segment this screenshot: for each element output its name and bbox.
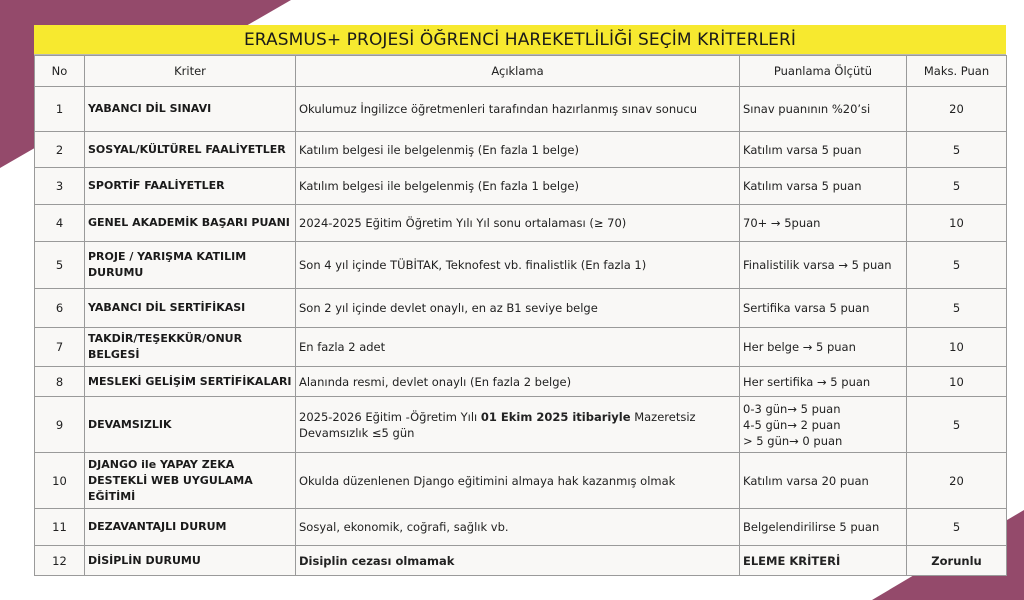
cell-maks: 20 xyxy=(907,87,1007,132)
cell-aciklama: Disiplin cezası olmamak xyxy=(296,546,740,576)
cell-kriter: YABANCI DİL SERTİFİKASI xyxy=(85,289,296,328)
puanlama-line: > 5 gün→ 0 puan xyxy=(743,433,843,448)
cell-aciklama: Okulumuz İngilizce öğretmenleri tarafından hazırlanmış sınav sonucu xyxy=(296,87,740,132)
cell-puanlama: Katılım varsa 5 puan xyxy=(740,132,907,168)
cell-maks: 10 xyxy=(907,328,1007,367)
cell-aciklama: Son 4 yıl içinde TÜBİTAK, Teknofest vb. finalistlik (En fazla 1) xyxy=(296,242,740,289)
cell-puanlama: ELEME KRİTERİ xyxy=(740,546,907,576)
cell-kriter: PROJE / YARIŞMA KATILIM DURUMU xyxy=(85,242,296,289)
aciklama-text: 2025-2026 Eğitim -Öğretim Yılı xyxy=(299,409,481,424)
cell-maks: Zorunlu xyxy=(907,546,1007,576)
criteria-sheet xyxy=(34,25,1006,576)
table-row xyxy=(35,546,1007,576)
cell-aciklama: Son 2 yıl içinde devlet onaylı, en az B1 seviye belge xyxy=(296,289,740,328)
header-aciklama: Açıklama xyxy=(296,56,740,87)
table-row xyxy=(35,87,1007,132)
cell-aciklama: Okulda düzenlenen Django eğitimini almaya hak kazanmış olmak xyxy=(296,453,740,509)
table-row xyxy=(35,289,1007,328)
cell-no: 9 xyxy=(35,397,85,453)
table-row xyxy=(35,168,1007,205)
cell-no: 10 xyxy=(35,453,85,509)
header-kriter: Kriter xyxy=(85,56,296,87)
cell-no: 11 xyxy=(35,509,85,546)
cell-kriter: DEZAVANTAJLI DURUM xyxy=(85,509,296,546)
cell-puanlama: Finalistilik varsa → 5 puan xyxy=(740,242,907,289)
cell-puanlama: Sertifika varsa 5 puan xyxy=(740,289,907,328)
cell-kriter: DEVAMSIZLIK xyxy=(85,397,296,453)
cell-no: 7 xyxy=(35,328,85,367)
cell-maks: 5 xyxy=(907,132,1007,168)
cell-kriter: SOSYAL/KÜLTÜREL FAALİYETLER xyxy=(85,132,296,168)
cell-aciklama: Katılım belgesi ile belgelenmiş (En fazla 1 belge) xyxy=(296,168,740,205)
cell-puanlama: Her sertifika → 5 puan xyxy=(740,367,907,397)
cell-aciklama: En fazla 2 adet xyxy=(296,328,740,367)
puanlama-line: 4-5 gün→ 2 puan xyxy=(743,417,841,432)
header-no: No xyxy=(35,56,85,87)
table-row xyxy=(35,367,1007,397)
aciklama-text: Mazeretsiz Devamsızlık ≤5 gün xyxy=(299,409,696,440)
cell-aciklama: Katılım belgesi ile belgelenmiş (En fazla 1 belge) xyxy=(296,132,740,168)
cell-no: 12 xyxy=(35,546,85,576)
cell-kriter: GENEL AKADEMİK BAŞARI PUANI xyxy=(85,205,296,242)
cell-aciklama: 2024-2025 Eğitim Öğretim Yılı Yıl sonu ortalaması (≥ 70) xyxy=(296,205,740,242)
cell-kriter: SPORTİF FAALİYETLER xyxy=(85,168,296,205)
cell-maks: 5 xyxy=(907,242,1007,289)
cell-puanlama: Belgelendirilirse 5 puan xyxy=(740,509,907,546)
cell-no: 4 xyxy=(35,205,85,242)
cell-no: 6 xyxy=(35,289,85,328)
cell-maks: 20 xyxy=(907,453,1007,509)
cell-aciklama: Sosyal, ekonomik, coğrafi, sağlık vb. xyxy=(296,509,740,546)
cell-maks: 10 xyxy=(907,367,1007,397)
cell-puanlama: Sınav puanının %20’si xyxy=(740,87,907,132)
table-row xyxy=(35,242,1007,289)
cell-maks: 5 xyxy=(907,289,1007,328)
cell-puanlama: Katılım varsa 5 puan xyxy=(740,168,907,205)
criteria-table xyxy=(34,55,1007,576)
header-puanlama: Puanlama Ölçütü xyxy=(740,56,907,87)
cell-aciklama xyxy=(296,397,740,453)
cell-no: 3 xyxy=(35,168,85,205)
page-title: ERASMUS+ PROJESİ ÖĞRENCİ HAREKETLİLİĞİ SEÇİM KRİTERLERİ xyxy=(34,25,1006,55)
cell-kriter: DİSİPLİN DURUMU xyxy=(85,546,296,576)
cell-puanlama: Her belge → 5 puan xyxy=(740,328,907,367)
aciklama-date-emphasis: 01 Ekim 2025 itibariyle xyxy=(480,409,631,424)
cell-kriter: MESLEKİ GELİŞİM SERTİFİKALARI xyxy=(85,367,296,397)
table-row xyxy=(35,328,1007,367)
table-row xyxy=(35,205,1007,242)
cell-maks: 5 xyxy=(907,509,1007,546)
cell-kriter: YABANCI DİL SINAVI xyxy=(85,87,296,132)
table-row xyxy=(35,397,1007,453)
cell-maks: 5 xyxy=(907,168,1007,205)
table-header-row xyxy=(35,56,1007,87)
cell-aciklama: Alanında resmi, devlet onaylı (En fazla 2 belge) xyxy=(296,367,740,397)
cell-maks: 10 xyxy=(907,205,1007,242)
cell-no: 1 xyxy=(35,87,85,132)
cell-puanlama: 70+ → 5puan xyxy=(740,205,907,242)
puanlama-line: 0-3 gün→ 5 puan xyxy=(743,401,841,416)
cell-no: 2 xyxy=(35,132,85,168)
cell-puanlama: Katılım varsa 20 puan xyxy=(740,453,907,509)
table-row xyxy=(35,509,1007,546)
cell-puanlama xyxy=(740,397,907,453)
cell-maks: 5 xyxy=(907,397,1007,453)
cell-no: 8 xyxy=(35,367,85,397)
table-row xyxy=(35,453,1007,509)
cell-no: 5 xyxy=(35,242,85,289)
table-row xyxy=(35,132,1007,168)
cell-kriter: DJANGO ile YAPAY ZEKA DESTEKLİ WEB UYGULAMA EĞİTİMİ xyxy=(85,453,296,509)
header-maks: Maks. Puan xyxy=(907,56,1007,87)
cell-kriter: TAKDİR/TEŞEKKÜR/ONUR BELGESİ xyxy=(85,328,296,367)
